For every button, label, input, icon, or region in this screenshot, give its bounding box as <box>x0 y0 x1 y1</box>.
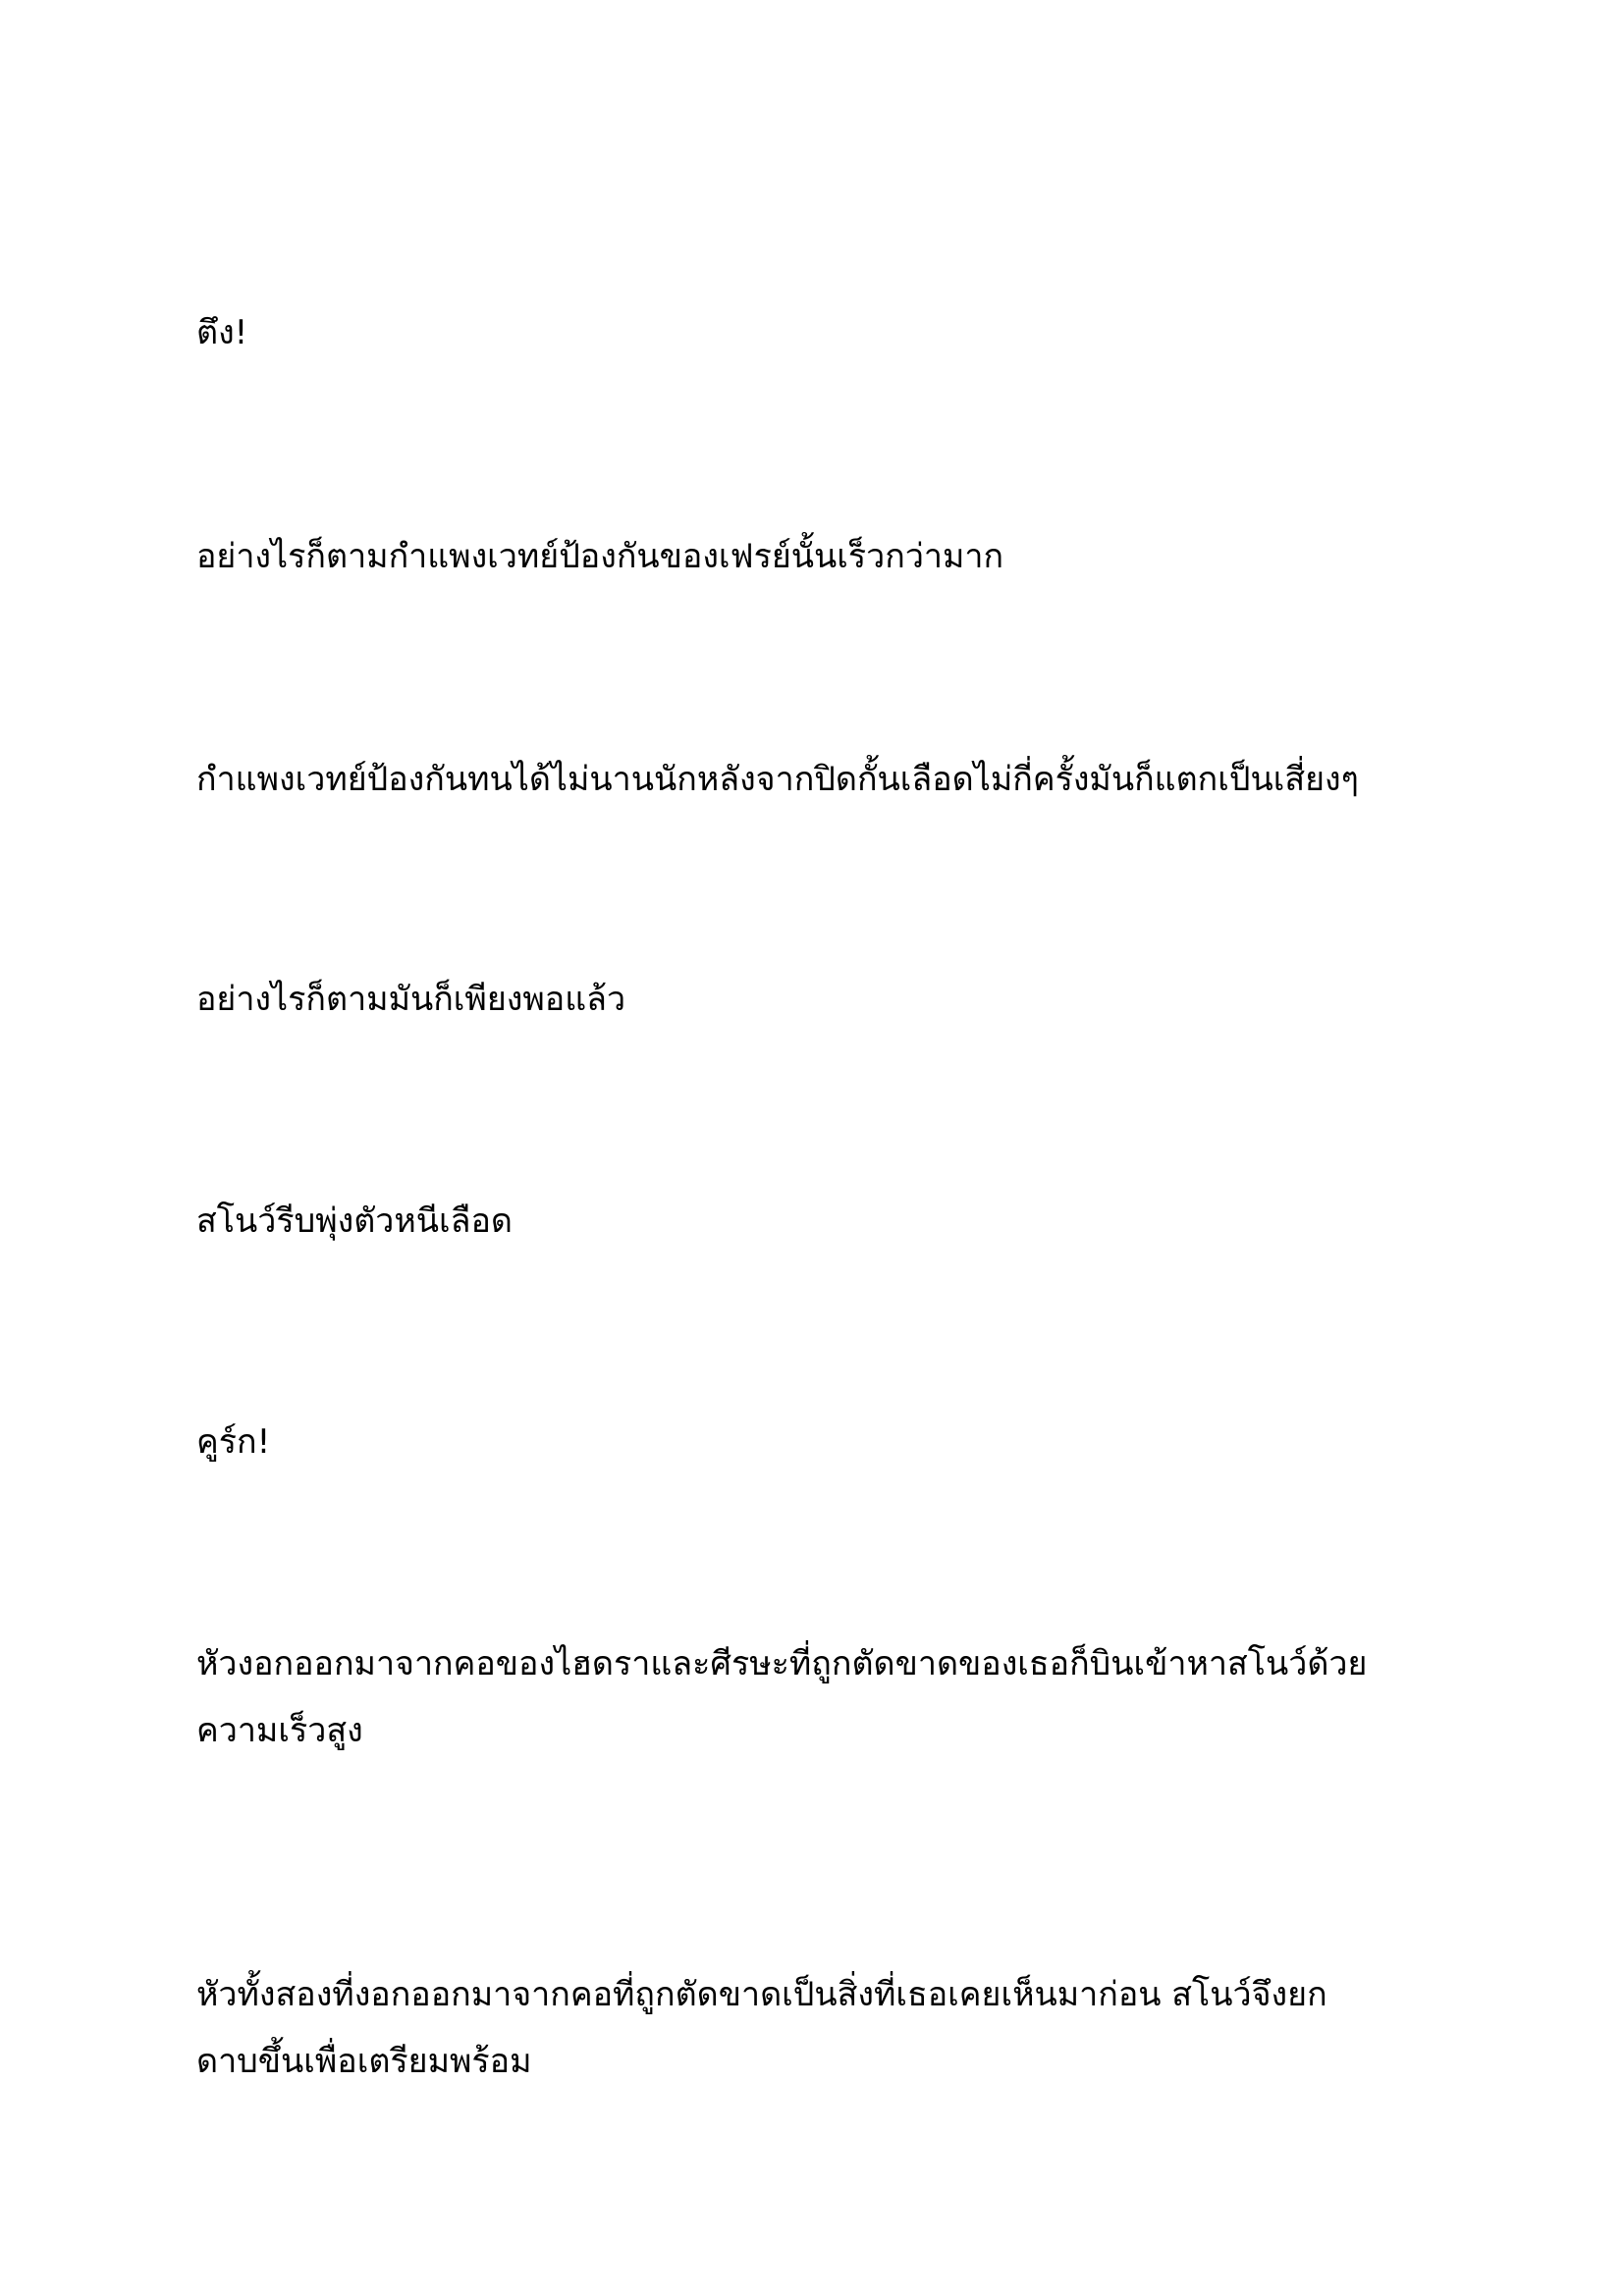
paragraph-6: คูร์ก! <box>196 1422 271 1462</box>
paragraph-2: อย่างไรก็ตามกำแพงเวทย์ป้องกันของเฟรย์นั้นเร็วกว่ามาก <box>196 537 1004 576</box>
paragraph-8 <box>196 1961 1473 2095</box>
paragraph-4: อย่างไรก็ตามมันก็เพียงพอแล้ว <box>196 980 626 1019</box>
paragraph-8-line-2: ดาบขึ้นเพื่อเตรียมพร้อม <box>196 2042 532 2081</box>
paragraph-7-line-2: ความเร็วสูง <box>196 1711 363 1750</box>
paragraph-1: ตึง! <box>196 313 248 352</box>
paragraph-7 <box>196 1630 1473 1764</box>
paragraph-3: กำแพงเวทย์ป้องกันทนได้ไม่นานนักหลังจากปิดกั้นเลือดไม่กี่ครั้งมันก็แตกเป็นเสี่ยงๆ <box>196 760 1359 799</box>
paragraph-7-line-1: หัวงอกออกมาจากคอของไฮดราและศีรษะที่ถูกตัดขาดของเธอก็บินเข้าหาสโนว์ด้วย <box>196 1644 1368 1683</box>
paragraph-8-line-1: หัวทั้งสองที่งอกออกมาจากคอที่ถูกตัดขาดเป็นสิ่งที่เธอเคยเห็นมาก่อน สโนว์จึงยก <box>196 1975 1327 2014</box>
paragraph-5: สโนว์รีบพุ่งตัวหนีเลือด <box>196 1201 513 1241</box>
